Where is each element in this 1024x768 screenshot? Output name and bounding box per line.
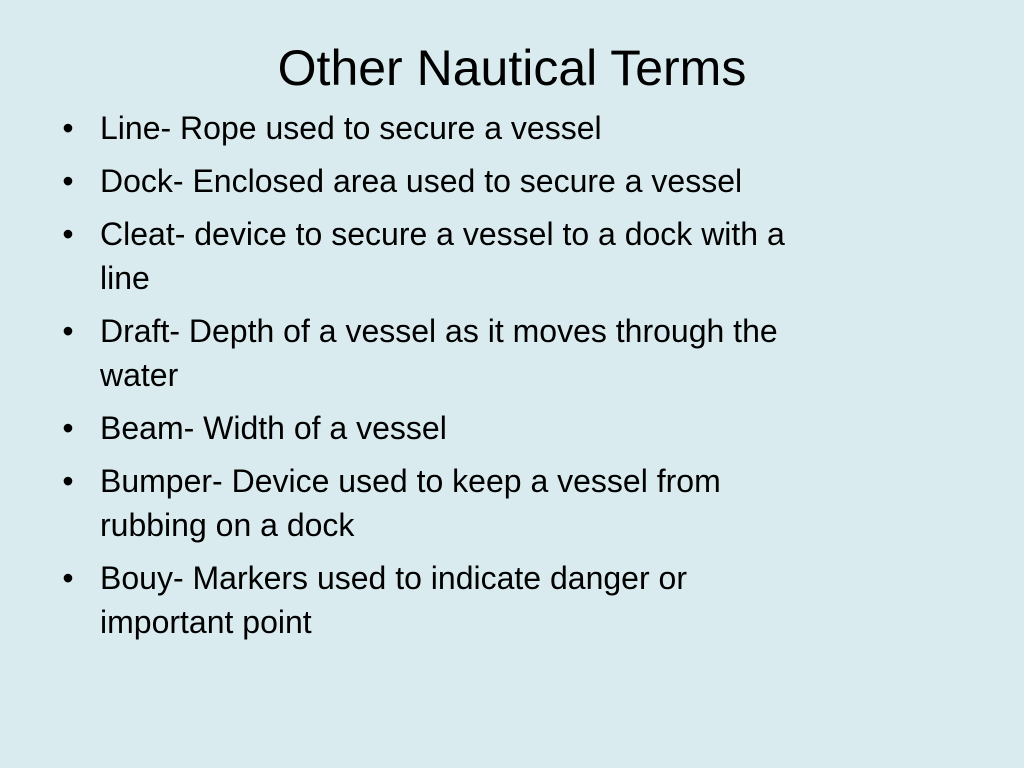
bullet-item-beam	[58, 406, 978, 450]
bullet-icon: •	[62, 216, 74, 252]
bullet-icon: •	[62, 410, 74, 446]
bullet-item-line	[58, 106, 978, 150]
bullet-text: Dock- Enclosed area used to secure a vessel	[100, 163, 743, 199]
bullet-icon: •	[62, 163, 74, 199]
bullet-text: Cleat- device to secure a vessel to a dock with a line	[100, 216, 785, 296]
bullet-text: Beam- Width of a vessel	[100, 410, 447, 446]
slide-title: Other Nautical Terms	[277, 40, 747, 96]
bullet-text: Bouy- Markers used to indicate danger or important point	[100, 560, 687, 640]
bullet-item-draft	[58, 309, 978, 397]
bullet-item-dock	[58, 159, 978, 203]
bullet-item-cleat	[58, 212, 978, 300]
bullet-icon: •	[62, 110, 74, 146]
bullet-item-bouy	[58, 556, 978, 644]
bullet-list	[58, 106, 978, 653]
bullet-icon: •	[62, 463, 74, 499]
bullet-text: Line- Rope used to secure a vessel	[100, 110, 602, 146]
bullet-text: Draft- Depth of a vessel as it moves through the water	[100, 313, 778, 393]
bullet-icon: •	[62, 560, 74, 596]
bullet-text: Bumper- Device used to keep a vessel from rubbing on a dock	[100, 463, 721, 543]
bullet-icon: •	[62, 313, 74, 349]
bullet-item-bumper	[58, 459, 978, 547]
